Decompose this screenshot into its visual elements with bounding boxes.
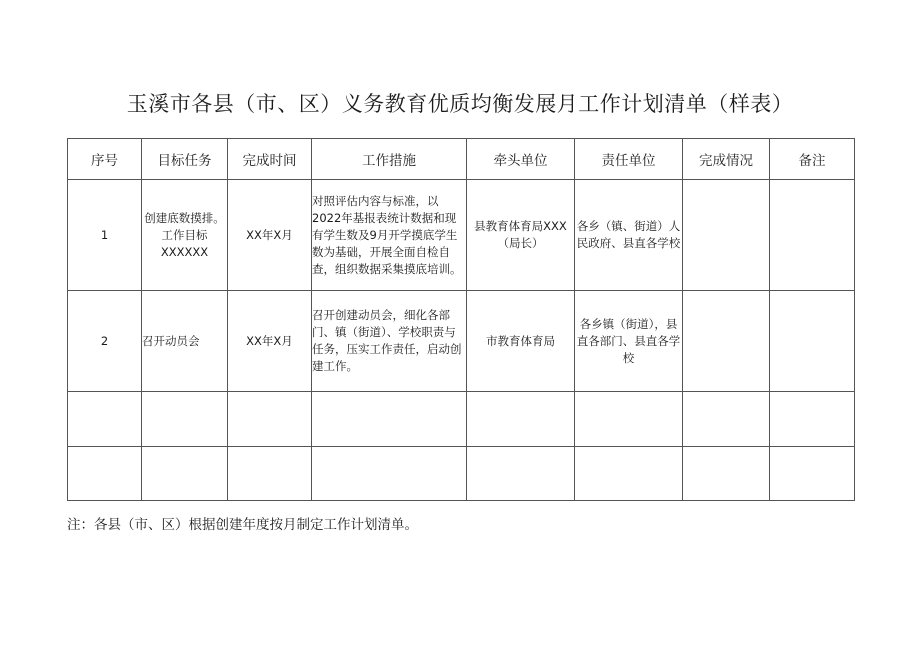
cell-responsible	[575, 392, 683, 447]
table-row	[68, 447, 855, 501]
header-cell-no: 序号	[68, 139, 142, 180]
cell-no: 2	[68, 291, 142, 392]
table-row	[68, 180, 855, 291]
table-row	[68, 291, 855, 392]
cell-time: XX年X月	[228, 291, 312, 392]
cell-remark	[770, 291, 855, 392]
cell-no	[68, 392, 142, 447]
cell-remark	[770, 392, 855, 447]
cell-target	[142, 447, 228, 501]
cell-responsible	[575, 447, 683, 501]
cell-measures	[312, 447, 467, 501]
table-footnote: 注：各县（市、区）根据创建年度按月制定工作计划清单。	[67, 517, 418, 533]
header-cell-remark: 备注	[770, 139, 855, 180]
cell-measures: 对照评估内容与标准，以2022年基报表统计数据和现有学生数及9月开学摸底学生数为基础，开展全面自检自查，组织数据采集摸底培训。	[312, 180, 467, 291]
cell-remark	[770, 447, 855, 501]
cell-lead	[467, 392, 575, 447]
cell-time	[228, 392, 312, 447]
cell-status	[683, 447, 770, 501]
work-plan-table	[67, 138, 855, 501]
header-cell-lead: 牵头单位	[467, 139, 575, 180]
cell-responsible: 各乡镇（街道），县直各部门、县直各学校	[575, 291, 683, 392]
document-title: 玉溪市各县（市、区）义务教育优质均衡发展月工作计划清单（样表）	[126, 92, 794, 116]
header-cell-status: 完成情况	[683, 139, 770, 180]
cell-no	[68, 447, 142, 501]
header-cell-measures: 工作措施	[312, 139, 467, 180]
cell-measures: 召开创建动员会，细化各部门、镇（街道）、学校职责与任务，压实工作责任，启动创建工作。	[312, 291, 467, 392]
cell-remark	[770, 180, 855, 291]
cell-responsible: 各乡（镇、街道）人民政府、县直各学校	[575, 180, 683, 291]
cell-time	[228, 447, 312, 501]
cell-target	[142, 392, 228, 447]
header-cell-target: 目标任务	[142, 139, 228, 180]
table-header-row	[68, 139, 855, 180]
cell-lead	[467, 447, 575, 501]
cell-status	[683, 392, 770, 447]
cell-lead: 市教育体育局	[467, 291, 575, 392]
table-row	[68, 392, 855, 447]
cell-target: 创建底数摸排。工作目标XXXXXX	[142, 180, 228, 291]
cell-target: 召开动员会	[142, 291, 228, 392]
header-cell-responsible: 责任单位	[575, 139, 683, 180]
header-cell-time: 完成时间	[228, 139, 312, 180]
cell-lead: 县教育体育局XXX（局长）	[467, 180, 575, 291]
cell-status	[683, 291, 770, 392]
cell-no: 1	[68, 180, 142, 291]
cell-measures	[312, 392, 467, 447]
cell-time: XX年X月	[228, 180, 312, 291]
cell-status	[683, 180, 770, 291]
